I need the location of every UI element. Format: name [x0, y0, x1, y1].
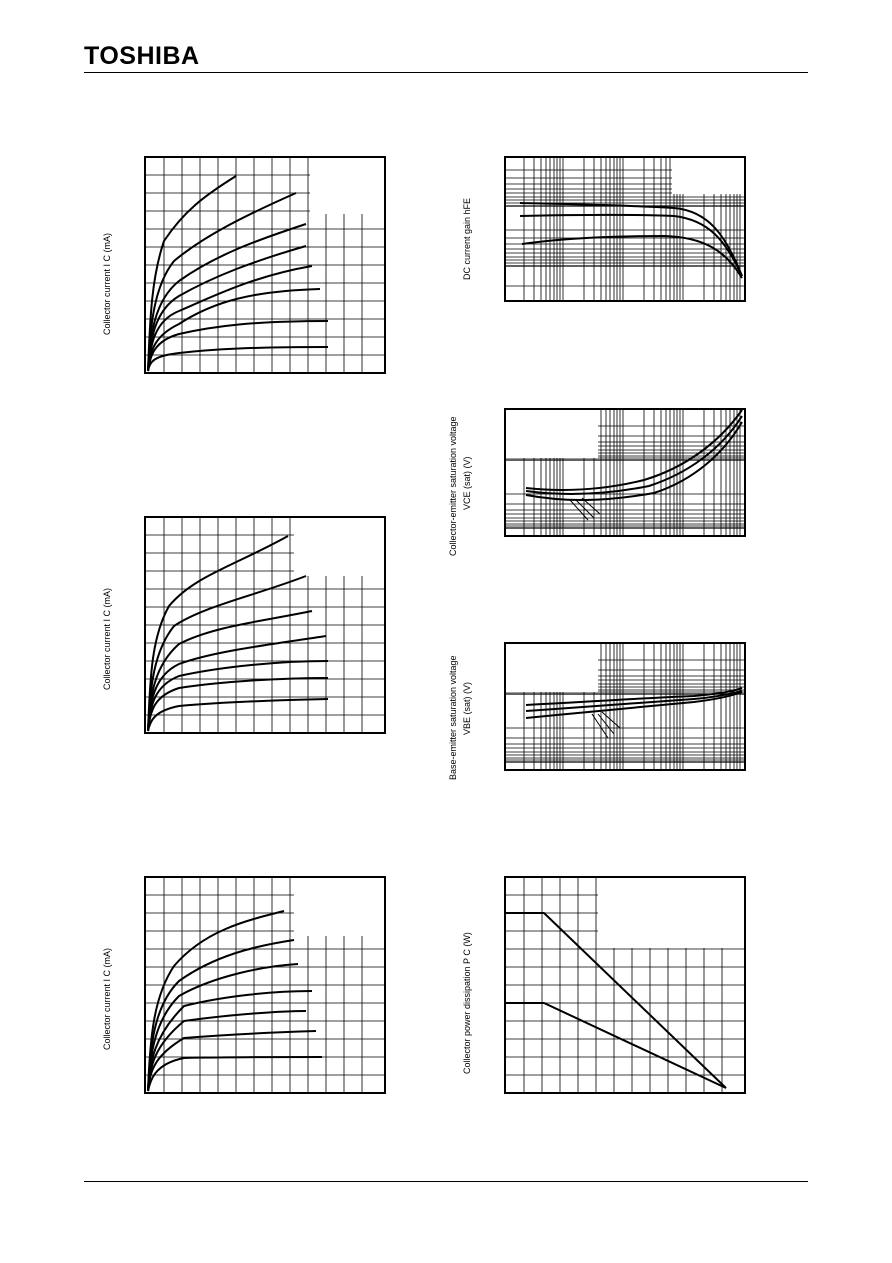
vcesat-ylabel-line1: Collector-emitter saturation voltage	[448, 416, 458, 556]
legend-box	[598, 878, 744, 948]
ic-vce-chart-1	[144, 156, 386, 374]
vcesat-ylabel-line2: VCE (sat) (V)	[462, 456, 472, 510]
vbesat-ic-chart	[504, 642, 746, 771]
vbesat-ylabel-line1: Base-emitter saturation voltage	[448, 655, 458, 780]
hfe-ylabel: DC current gain hFE	[462, 197, 472, 280]
header-rule	[84, 72, 808, 73]
ic-vce-3-ylabel: Collector current I C (mA)	[102, 947, 112, 1050]
pc-ta-chart	[504, 876, 746, 1094]
ic-vce-chart-2	[144, 516, 386, 734]
ic-vce-chart-3	[144, 876, 386, 1094]
legend-box	[506, 410, 598, 458]
legend-box	[310, 158, 384, 214]
toshiba-logo: TOSHIBA	[84, 42, 200, 70]
vbesat-ylabel-line2: VBE (sat) (V)	[462, 681, 472, 735]
legend-box	[672, 158, 744, 194]
vcesat-ic-chart	[504, 408, 746, 537]
legend-box	[294, 878, 384, 936]
footer-rule	[84, 1181, 808, 1182]
hfe-ic-chart	[504, 156, 746, 302]
legend-box	[294, 518, 384, 576]
ic-vce-2-ylabel: Collector current I C (mA)	[102, 587, 112, 690]
ic-vce-1-ylabel: Collector current I C (mA)	[102, 232, 112, 335]
legend-box	[506, 644, 598, 692]
pc-ylabel: Collector power dissipation P C (W)	[462, 932, 472, 1074]
